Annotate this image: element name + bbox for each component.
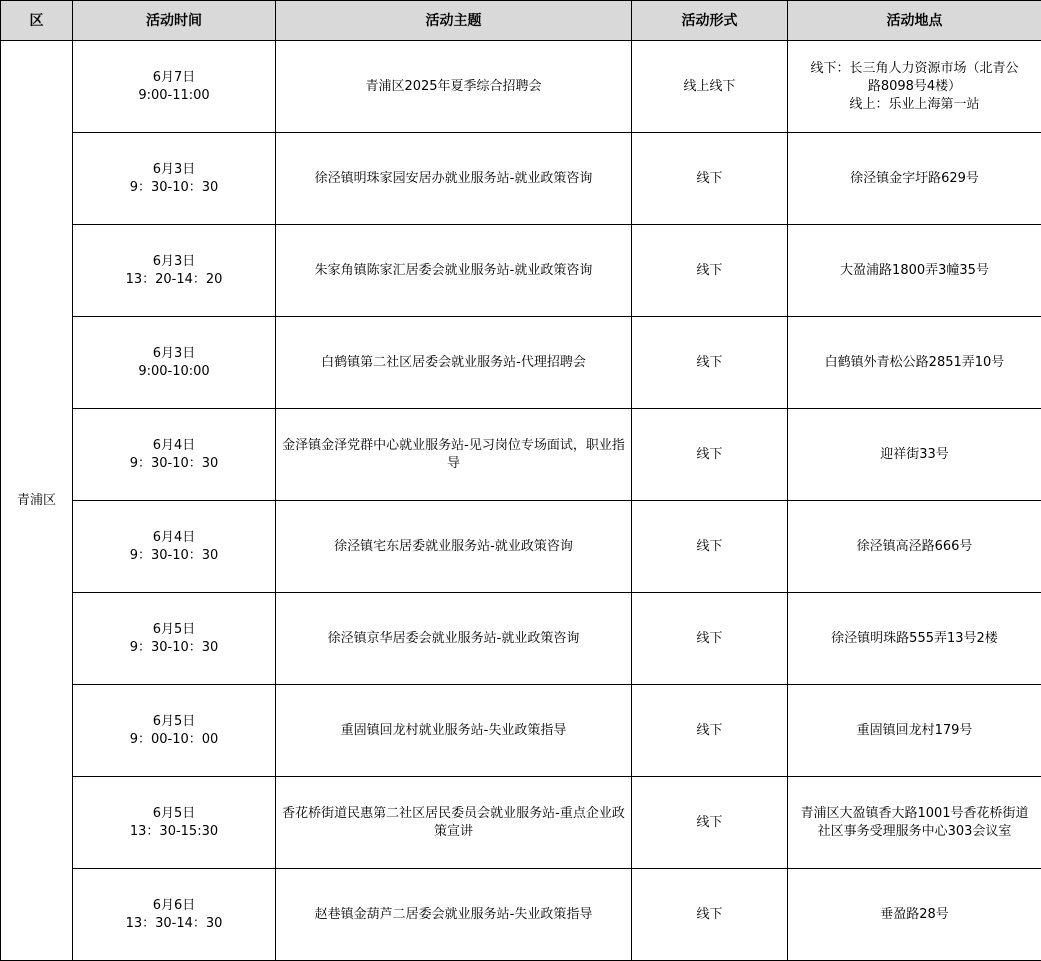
header-activity-location: 活动地点 [788, 1, 1041, 41]
format-cell: 线下 [632, 593, 788, 685]
time-cell [73, 317, 276, 409]
activity-date: 6月3日 [152, 345, 196, 361]
location-cell [788, 317, 1041, 409]
header-activity-topic: 活动主题 [276, 1, 632, 41]
format-cell: 线下 [632, 225, 788, 317]
location-line: 大盈浦路1800弄3幢35号 [840, 262, 989, 278]
activity-time: 9：30-10：30 [129, 179, 219, 195]
header-row [1, 1, 1041, 41]
table-row [1, 317, 1041, 409]
topic-cell: 青浦区2025年夏季综合招聘会 [276, 41, 632, 133]
location-cell [788, 41, 1041, 133]
table-row [1, 777, 1041, 869]
topic-cell: 金泽镇金泽党群中心就业服务站-见习岗位专场面试，职业指导 [276, 409, 632, 501]
location-line: 徐泾镇金字圩路629号 [850, 170, 979, 186]
table-body [1, 41, 1041, 961]
time-cell [73, 409, 276, 501]
time-cell [73, 133, 276, 225]
table-row [1, 593, 1041, 685]
format-cell: 线下 [632, 133, 788, 225]
activity-date: 6月6日 [152, 897, 196, 913]
activity-time: 9：30-10：30 [129, 639, 219, 655]
table-row [1, 225, 1041, 317]
time-cell [73, 501, 276, 593]
format-cell: 线下 [632, 869, 788, 961]
header-district: 区 [1, 1, 73, 41]
location-line: 青浦区大盈镇香大路1001号香花桥街道社区事务受理服务中心303会议室 [800, 805, 1029, 839]
topic-cell: 赵巷镇金葫芦二居委会就业服务站-失业政策指导 [276, 869, 632, 961]
activity-time: 9:00-10:00 [138, 363, 210, 379]
location-line: 垂盈路28号 [880, 906, 949, 922]
time-cell [73, 225, 276, 317]
format-cell: 线下 [632, 317, 788, 409]
activity-time: 9：30-10：30 [129, 455, 219, 471]
time-cell [73, 41, 276, 133]
activity-time: 9：00-10：00 [129, 731, 219, 747]
time-cell [73, 777, 276, 869]
header-activity-time: 活动时间 [73, 1, 276, 41]
topic-cell: 徐泾镇京华居委会就业服务站-就业政策咨询 [276, 593, 632, 685]
format-cell: 线下 [632, 409, 788, 501]
activity-date: 6月3日 [152, 161, 196, 177]
topic-cell: 徐泾镇宅东居委就业服务站-就业政策咨询 [276, 501, 632, 593]
format-cell: 线上线下 [632, 41, 788, 133]
location-line: 白鹤镇外青松公路2851弄10号 [824, 354, 1005, 370]
location-cell [788, 869, 1041, 961]
topic-cell: 朱家角镇陈家汇居委会就业服务站-就业政策咨询 [276, 225, 632, 317]
location-cell [788, 685, 1041, 777]
activity-time: 9：30-10：30 [129, 547, 219, 563]
time-cell [73, 869, 276, 961]
activity-time: 13：30-15:30 [129, 823, 219, 839]
table-row [1, 685, 1041, 777]
location-line: 路8098号4楼） [867, 78, 962, 94]
activity-time: 13：20-14：20 [125, 271, 223, 287]
table-row [1, 501, 1041, 593]
activity-date: 6月4日 [152, 529, 196, 545]
activity-date: 6月5日 [152, 805, 196, 821]
location-cell [788, 133, 1041, 225]
topic-cell: 徐泾镇明珠家园安居办就业服务站-就业政策咨询 [276, 133, 632, 225]
location-line: 徐泾镇高泾路666号 [856, 538, 973, 554]
table-row [1, 133, 1041, 225]
format-cell: 线下 [632, 685, 788, 777]
time-cell [73, 685, 276, 777]
format-cell: 线下 [632, 501, 788, 593]
activity-time: 9:00-11:00 [138, 87, 210, 103]
district-cell: 青浦区 [1, 41, 73, 961]
activity-date: 6月3日 [152, 253, 196, 269]
location-cell [788, 409, 1041, 501]
topic-cell: 白鹤镇第二社区居委会就业服务站-代理招聘会 [276, 317, 632, 409]
location-line: 迎祥街33号 [880, 446, 949, 462]
table-row [1, 869, 1041, 961]
activity-time: 13：30-14：30 [125, 915, 223, 931]
location-line: 重固镇回龙村179号 [856, 722, 973, 738]
location-cell [788, 593, 1041, 685]
location-cell [788, 501, 1041, 593]
format-cell: 线下 [632, 777, 788, 869]
header-activity-format: 活动形式 [632, 1, 788, 41]
topic-cell: 香花桥街道民惠第二社区居民委员会就业服务站-重点企业政策宣讲 [276, 777, 632, 869]
topic-cell: 重固镇回龙村就业服务站-失业政策指导 [276, 685, 632, 777]
activity-date: 6月5日 [152, 713, 196, 729]
location-line: 线上：乐业上海第一站 [849, 96, 980, 112]
location-line: 徐泾镇明珠路555弄13号2楼 [831, 630, 998, 646]
location-cell [788, 777, 1041, 869]
location-line: 线下：长三角人力资源市场（北青公 [810, 60, 1019, 76]
activity-date: 6月5日 [152, 621, 196, 637]
table-row [1, 41, 1041, 133]
time-cell [73, 593, 276, 685]
table-row [1, 409, 1041, 501]
activity-date: 6月7日 [152, 69, 196, 85]
activity-date: 6月4日 [152, 437, 196, 453]
location-cell [788, 225, 1041, 317]
